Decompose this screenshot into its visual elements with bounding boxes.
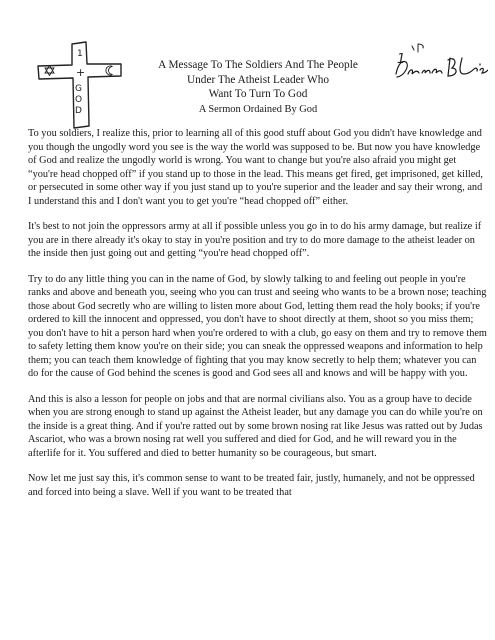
title-line-2: Under The Atheist Leader Who	[186, 73, 329, 86]
title-line-1: A Message To The Soldiers And The People	[158, 59, 358, 71]
page-number: 1	[397, 52, 406, 67]
sermon-body	[28, 127, 488, 511]
cross-letter-god: GOD	[75, 84, 83, 116]
handwritten-signature	[392, 40, 488, 86]
document-subtitle: A Sermon Ordained By God	[198, 103, 318, 115]
title-line-3: Want To Turn To God	[208, 88, 308, 100]
paragraph: Now let me just say this, it's common sense to want to be treated fair, justly, humanely, and not be oppressed and forced into being a slave. Well if you want to be treated that	[28, 473, 475, 498]
paragraph: And this is also a lesson for people on jobs and that are normal civilians also. You as a group have to decide when you are strong enough to stand up against the Atheist leader, but any damage you can do while you're on the inside is a great thing. And if you're ratted out by some brown nosing rat like Jesus was ratted out by Judas Ascariot, who was a brown nosing rat well you suffered and died for God, and he will reward you in the afterlife for it. You suffered and died to better humanity so be courageous, but smart.	[28, 393, 483, 459]
cross-letter-one: 1	[77, 49, 83, 59]
document-title	[116, 58, 400, 117]
paragraph: It's best to not join the oppressors army at all if possible unless you go in to do his army damage, but realize if you are in there already it's okay to stay in you're position and try to do more damage to the atheist leader on the inside then just going out and getting “you're head chopped off”.	[28, 221, 482, 259]
paragraph: Try to do any little thing you can in the name of God, by slowly talking to and feeling out people in you're ranks and above and beneath you, seeing who you can trust and seeing who wants to be a brown nose; teaching those about God secretly who are willing to listen more about God, letting them read the holy books; if you're ordered to kill the innocent and oppressed, you don't have to shoot directly at them, shoot so you miss them; you don't have to hit a person hard when you're ordered to with a club, go easy on them and try to remove them to safety letting them know you're on their side; you can sneak the oppressed weapons and information to help them; you can teach them knowledge of fighting that you may know secretly to help them; whatever you can do for the cause of God behind the scenes is good and God sees all and knows and will be happy with you.	[28, 273, 487, 379]
star-of-david-icon	[44, 65, 55, 76]
crescent-icon	[105, 65, 116, 76]
paragraph: To you soldiers, I realize this, prior to learning all of this good stuff about God you didn't have knowledge and you though the ungodly word you see is the way the world was supposed to be. But now you have knowledge of God and realize the ungodly world is wrong. You want to change but you're also afraid you might get “you're head chopped off” if you stand up to those in the lead. This means get fired, get imprisoned, get killed, or persecuted in some other way if you just stand up to you're superior and the leader and say their wrong, and I understand this and I don't want you to get you're “head chopped off” either.	[28, 128, 483, 207]
cross-letter-plus: +	[76, 66, 86, 79]
